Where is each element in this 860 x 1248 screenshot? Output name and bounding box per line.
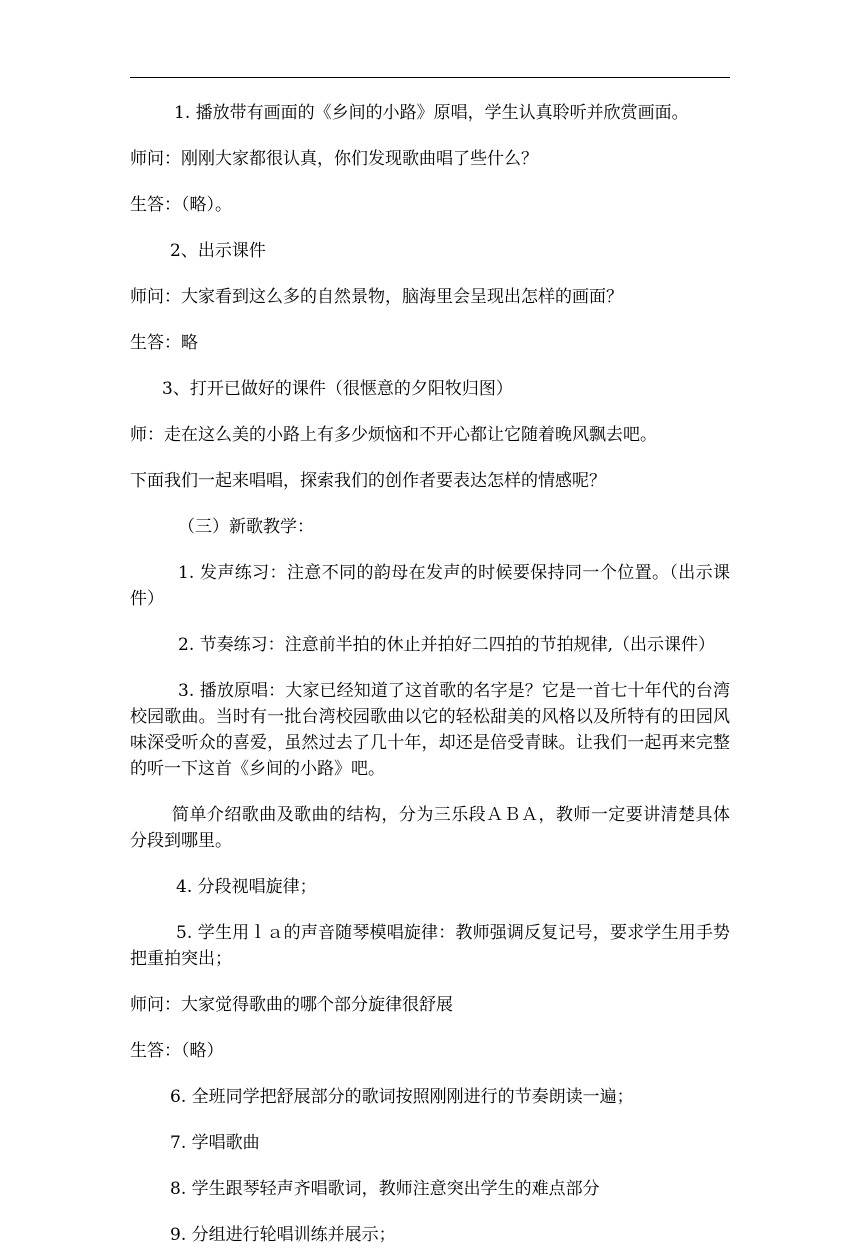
- paragraph-8: 师：走在这么美的小路上有多少烦恼和不开心都让它随着晚风飘去吧。: [130, 425, 657, 445]
- paragraph-14: 简单介绍歌曲及歌曲的结构，分为三乐段ＡＢＡ，教师一定要讲清楚具体分段到哪里。: [130, 805, 730, 851]
- paragraph-5: 师问：大家看到这么多的自然景物，脑海里会呈现出怎样的画面？: [130, 287, 623, 307]
- paragraph-9: 下面我们一起来唱唱，探索我们的创作者要表达怎样的情感呢？: [130, 471, 606, 491]
- paragraph-6: 生答：略: [130, 333, 198, 353]
- paragraph-13: 3. 播放原唱：大家已经知道了这首歌的名字是？它是一首七十年代的台湾校园歌曲。当时有一批台湾校园歌曲以它的轻松甜美的风格以及所特有的田园风味深受听众的喜爱，虽然过去了几十年，却还是倍受青睐。让我们一起再来完整的听一下这首《乡间的小路》吧。: [130, 681, 730, 779]
- paragraph-10: （三）新歌教学：: [178, 517, 314, 537]
- paragraph-22: 9. 分组进行轮唱训练并展示；: [170, 1225, 396, 1245]
- paragraph-3: 生答：（略）。: [130, 195, 232, 215]
- paragraph-4: 2、出示课件: [170, 241, 266, 261]
- document-body: [130, 100, 730, 1248]
- paragraph-1: 1. 播放带有画面的《乡间的小路》原唱，学生认真聆听并欣赏画面。: [174, 103, 689, 123]
- paragraph-7: 3、打开已做好的课件（很惬意的夕阳牧归图）: [162, 379, 513, 399]
- paragraph-18: 生答：（略）: [130, 1041, 224, 1061]
- paragraph-17: 师问：大家觉得歌曲的哪个部分旋律很舒展: [130, 995, 453, 1015]
- paragraph-20: 7. 学唱歌曲: [170, 1133, 260, 1153]
- paragraph-21: 8. 学生跟琴轻声齐唱歌词，教师注意突出学生的难点部分: [170, 1179, 600, 1199]
- paragraph-11: 1. 发声练习：注意不同的韵母在发声的时候要保持同一个位置。（出示课件）: [130, 563, 730, 609]
- header-rule: [130, 77, 730, 78]
- paragraph-16: 5. 学生用ｌａ的声音随琴模唱旋律：教师强调反复记号，要求学生用手势把重拍突出；: [130, 923, 730, 969]
- paragraph-19: 6. 全班同学把舒展部分的歌词按照刚刚进行的节奏朗读一遍；: [170, 1087, 634, 1107]
- paragraph-12: 2. 节奏练习：注意前半拍的休止并拍好二四拍的节拍规律,（出示课件）: [178, 635, 716, 655]
- paragraph-15: 4. 分段视唱旋律；: [176, 877, 317, 897]
- paragraph-2: 师问：刚刚大家都很认真，你们发现歌曲唱了些什么？: [130, 149, 538, 169]
